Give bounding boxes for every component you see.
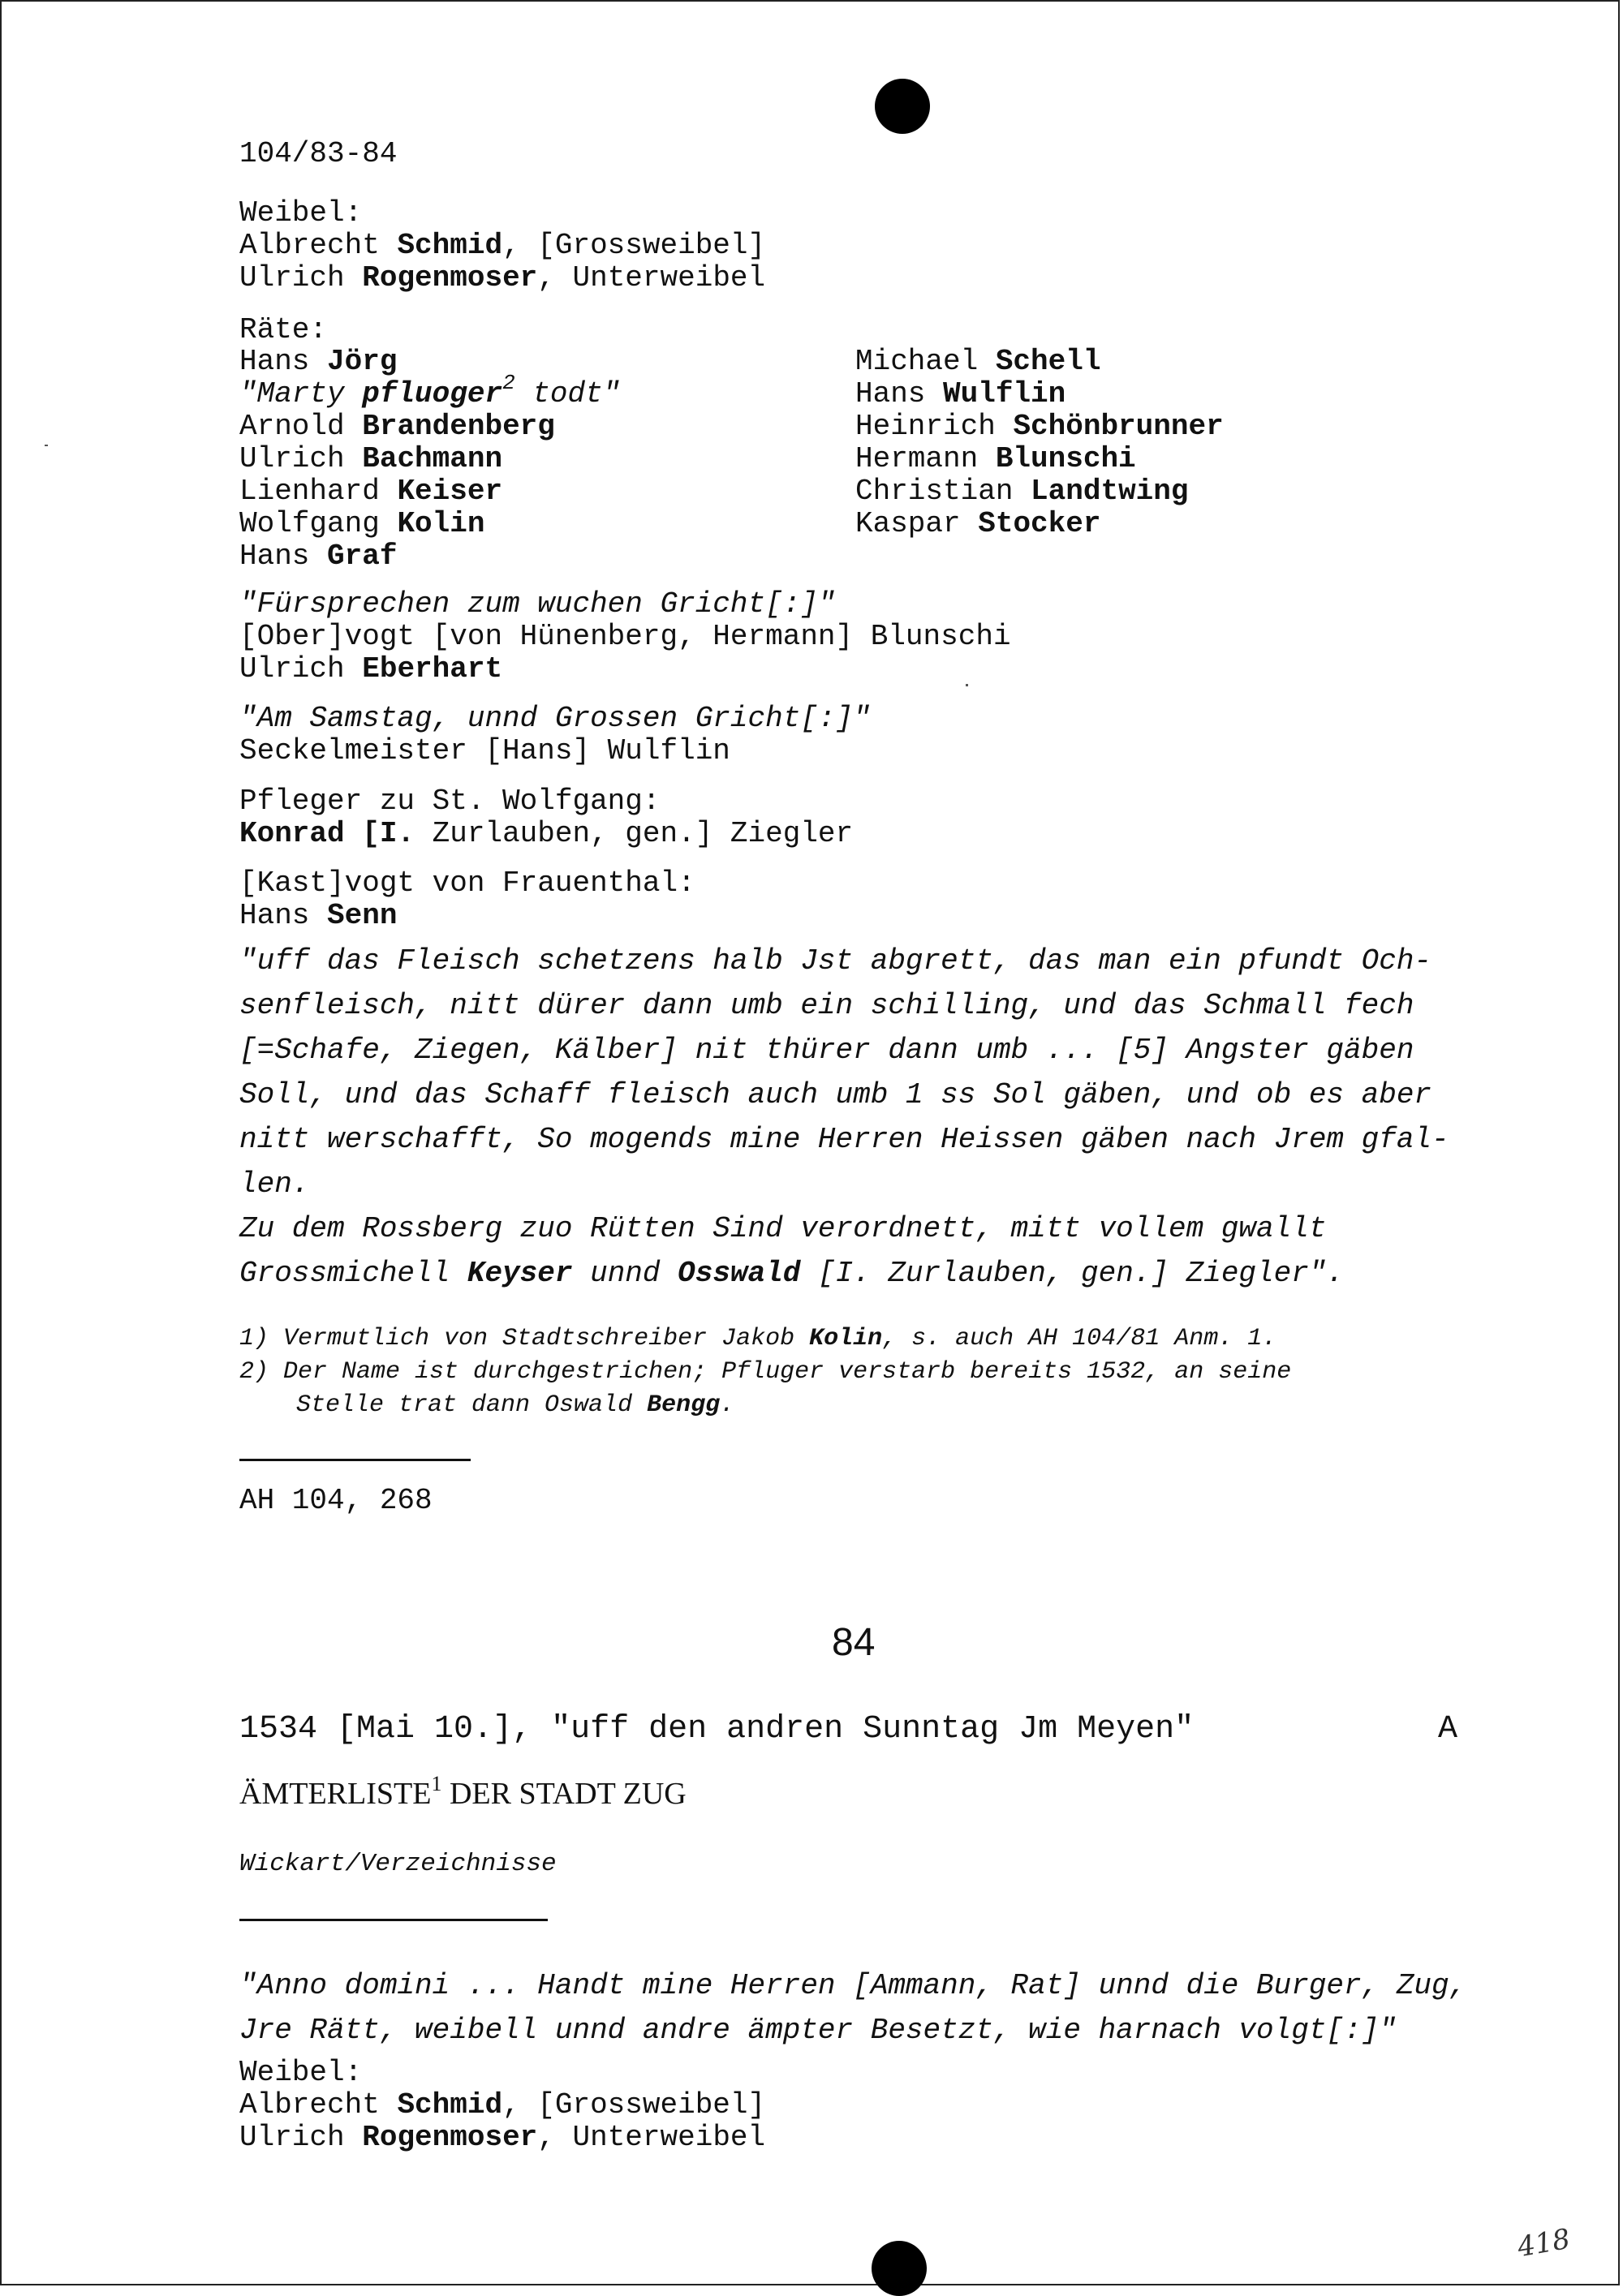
fleisch-paragraph: "uff das Fleisch schetzens halb Jst abgrett, das man ein pfundt Och-senfleisch, nitt dürer dann umb ein schilling, und das Schmall fech [=Schafe, Ziegen, Kälber] nit thürer dann umb ... [5] Angster gäben Soll, und das Schaff fleisch auch umb 1 ss Sol gäben, und ob es aber nitt werschafft, So mogends mine Herren Heissen gäben nach Jrem gfal-len. [239, 944, 1449, 1201]
fuersprechen-line: Ulrich Eberhart [239, 652, 503, 686]
kastvogt-heading: [Kast]vogt von Frauenthal: [239, 866, 695, 900]
footnote-2: 2) Der Name ist durchgestrichen; Pfluger verstarb bereits 1532, an seine [239, 1358, 1292, 1386]
punch-hole-top [875, 79, 930, 134]
weibel-line: Albrecht Schmid, [Grossweibel] [239, 229, 766, 262]
weibel-heading: Weibel: [239, 2056, 363, 2089]
scan-speck [966, 684, 968, 686]
rat-name: Hans Wulflin [855, 377, 1066, 411]
samstag-line: Seckelmeister [Hans] Wulflin [239, 734, 730, 767]
weibel-heading: Weibel: [239, 196, 363, 230]
pfleger-line: Konrad [I. Zurlauben, gen.] Ziegler [239, 817, 854, 850]
weibel-line: Ulrich Rogenmoser, Unterweibel [239, 2121, 766, 2154]
divider-rule [239, 1459, 471, 1461]
rat-name: Hans Jörg [239, 345, 398, 378]
rat-name: Arnold Brandenberg [239, 410, 555, 443]
pfleger-heading: Pfleger zu St. Wolfgang: [239, 785, 661, 818]
rat-name: Hermann Blunschi [855, 442, 1136, 475]
rat-name: Hans Graf [239, 540, 398, 573]
fuersprechen-heading: "Fürsprechen zum wuchen Gricht[:]" [239, 587, 836, 621]
document-reference: 104/83-84 [239, 137, 398, 170]
raete-heading: Räte: [239, 313, 328, 346]
rat-name: Kaspar Stocker [855, 507, 1101, 540]
divider-rule [239, 1919, 548, 1921]
rat-name: Michael Schell [855, 345, 1101, 378]
rat-name: "Marty pfluoger$^2$ todt" [239, 371, 621, 411]
punch-hole-bottom [872, 2241, 927, 2296]
fuersprechen-line: [Ober]vogt [von Hünenberg, Hermann] Blunschi [239, 620, 1011, 653]
rat-name: Christian Landtwing [855, 475, 1189, 508]
rat-name: Wolfgang Kolin [239, 507, 485, 540]
handwritten-page-note: 418 [1515, 2222, 1573, 2264]
rat-name: Heinrich Schönbrunner [855, 410, 1224, 443]
entry-marker: A [1438, 1711, 1458, 1748]
samstag-heading: "Am Samstag, unnd Grossen Gricht[:]" [239, 702, 871, 735]
footnote-2-cont: Stelle trat dann Oswald Bengg. [296, 1391, 735, 1419]
anno-paragraph: "Anno domini ... Handt mine Herren [Ammann, Rat] unnd die Burger, Zug, Jre Rätt, weibell unnd andre ämpter Besetzt, wie harnach volgt[:]" [239, 1969, 1467, 2047]
rat-name: Ulrich Bachmann [239, 442, 503, 475]
entry-title: ÄMTERLISTE$^1$ DER STADT ZUG [239, 1772, 687, 1811]
page-number: 84 [832, 1621, 876, 1664]
entry-date-line: 1534 [Mai 10.], "uff den andren Sunntag Jm Meyen" [239, 1711, 1195, 1748]
scan-speck [45, 445, 48, 446]
rossberg-paragraph: Zu dem Rossberg zuo Rütten Sind verordnett, mitt vollem gwallt Grossmichell Keyser unnd Osswald [I. Zurlauben, gen.] Ziegler". [239, 1212, 1345, 1290]
source-reference: AH 104, 268 [239, 1484, 433, 1517]
rat-name: Lienhard Keiser [239, 475, 503, 508]
kastvogt-line: Hans Senn [239, 899, 398, 932]
weibel-line: Albrecht Schmid, [Grossweibel] [239, 2088, 766, 2122]
footnote-1: 1) Vermutlich von Stadtschreiber Jakob Kolin, s. auch AH 104/81 Anm. 1. [239, 1325, 1277, 1352]
weibel-line: Ulrich Rogenmoser, Unterweibel [239, 261, 766, 295]
entry-subtitle: Wickart/Verzeichnisse [239, 1850, 557, 1878]
